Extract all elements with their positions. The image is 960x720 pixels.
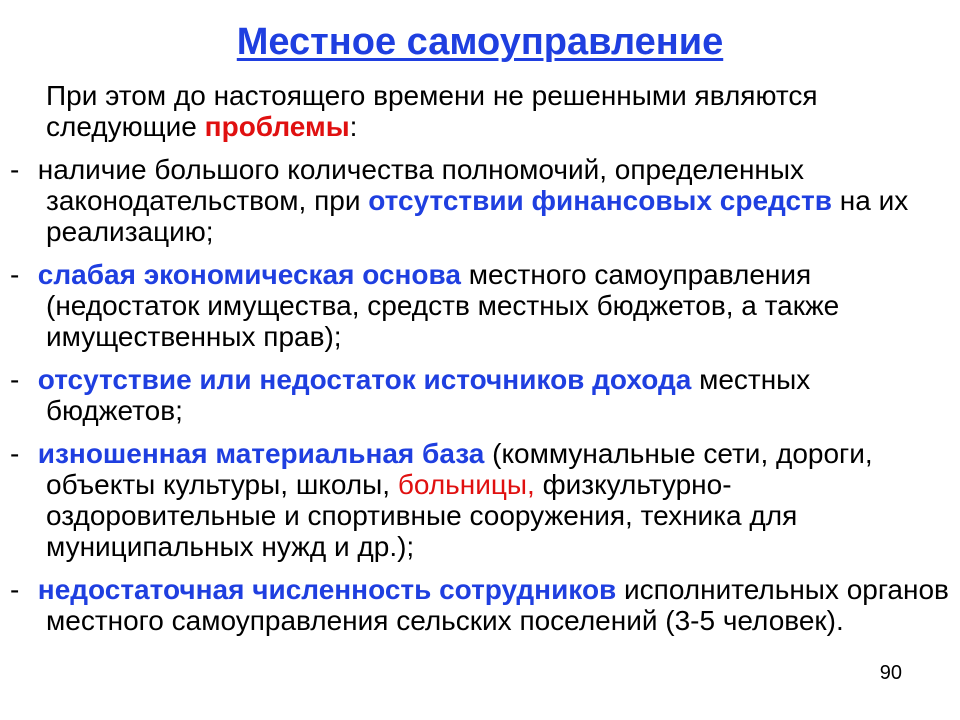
item-text	[30, 259, 38, 290]
item-highlight: отсутствие или недостаток источников дохода	[37, 364, 692, 395]
list-dash: -	[10, 574, 20, 605]
item-text-after: местного самоуправления (недостаток имущества, средств местных бюджетов, а также имущественных прав);	[46, 259, 840, 352]
slide-title	[0, 18, 960, 66]
intro-paragraph	[10, 80, 950, 142]
item-text-after: исполнительных органов местного самоуправления сельских поселений (3-5 человек).	[46, 574, 949, 636]
intro-highlight-problems: проблемы	[204, 111, 350, 142]
list-item	[10, 364, 950, 426]
item-highlight: недостаточная численность сотрудников	[37, 574, 617, 605]
slide-title-text: Местное самоуправление	[236, 21, 724, 63]
item-highlight-red: больницы,	[397, 469, 535, 500]
item-highlight: отсутствии финансовых средств	[368, 185, 832, 216]
list-item	[10, 259, 950, 352]
slide-body	[10, 80, 950, 648]
item-text-after: на их реализацию;	[46, 185, 909, 247]
list-dash: -	[10, 154, 20, 185]
item-text-after: физкультурно-оздоровительные и спортивные сооружения, техника для муниципальных нужд и др.);	[46, 469, 798, 562]
item-text	[30, 438, 38, 469]
item-text	[30, 364, 38, 395]
item-text-after: местных бюджетов;	[46, 364, 811, 426]
list-dash: -	[10, 259, 20, 290]
list-dash: -	[10, 438, 20, 469]
item-text-middle: (коммунальные сети, дороги, объекты культуры, школы,	[46, 438, 873, 500]
intro-text: При этом до настоящего времени не решенными являются следующие	[46, 80, 818, 142]
item-text	[30, 574, 38, 605]
list-dash: -	[10, 364, 20, 395]
list-item	[10, 574, 950, 636]
page-number: 90	[879, 662, 902, 684]
list-item	[10, 438, 950, 562]
intro-colon: :	[349, 111, 358, 142]
item-highlight: слабая экономическая основа	[37, 259, 461, 290]
list-item	[10, 154, 950, 247]
item-highlight: изношенная материальная база	[37, 438, 485, 469]
item-text: наличие большого количества полномочий, определенных законодательством, при	[30, 154, 805, 216]
